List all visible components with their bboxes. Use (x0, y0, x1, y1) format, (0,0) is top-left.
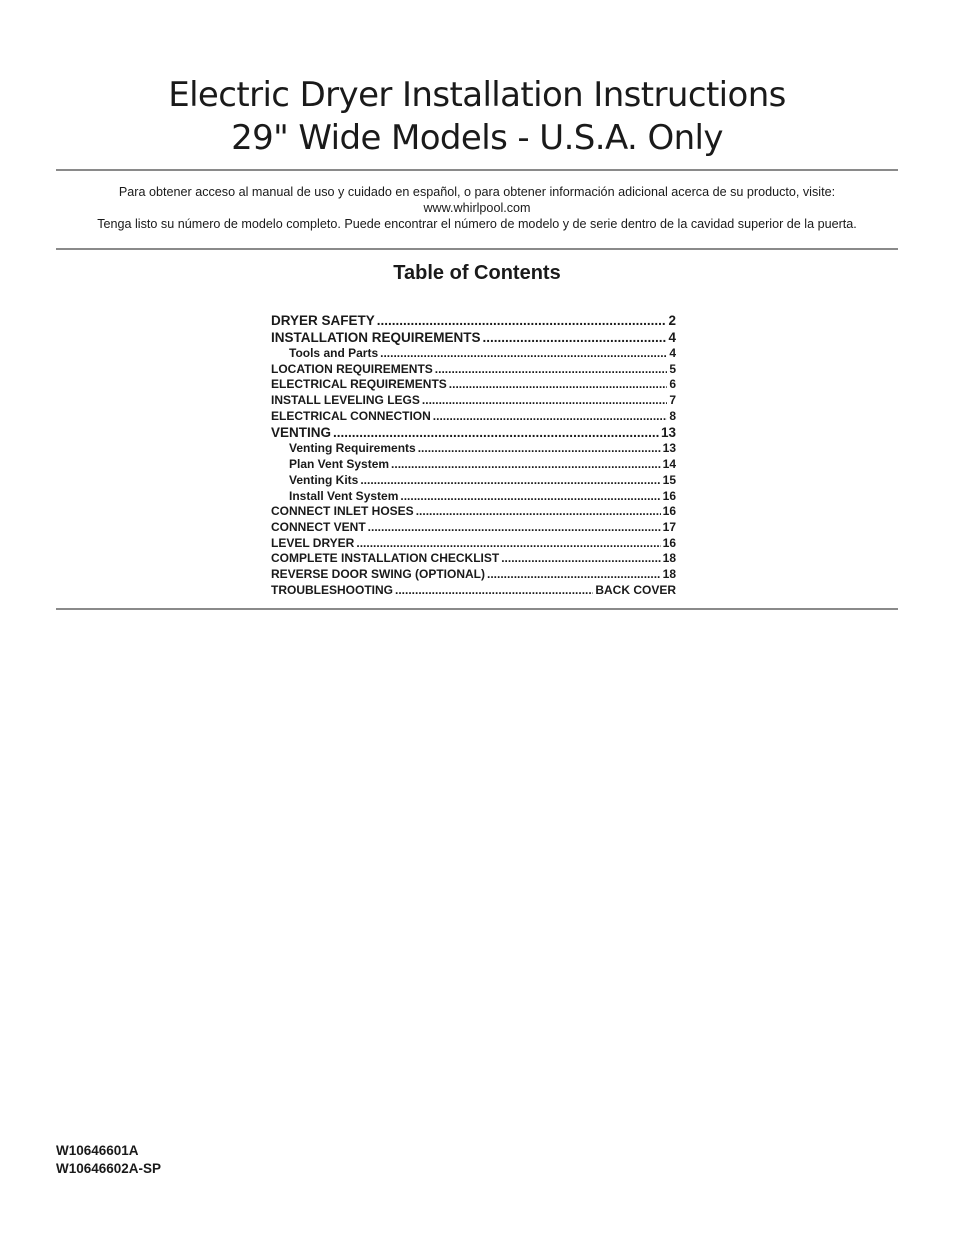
toc-leader (433, 409, 668, 425)
toc-entry (271, 424, 676, 441)
toc-entry-page: 2 (668, 313, 676, 328)
title-line-2: 29" Wide Models - U.S.A. Only (231, 118, 723, 158)
toc-entry (271, 551, 676, 567)
toc-entry (271, 504, 676, 520)
toc-entry-page: 8 (669, 408, 676, 423)
toc-entry-label: INSTALLATION REQUIREMENTS (271, 330, 481, 345)
toc-entry-label: REVERSE DOOR SWING (OPTIONAL) (271, 566, 486, 581)
toc-entry (271, 312, 676, 329)
toc-entry-page: 18 (662, 551, 676, 566)
toc-entry (271, 362, 676, 378)
part-number-spanish: W10646602A-SP (56, 1161, 162, 1176)
toc-entry-label: ELECTRICAL CONNECTION (271, 408, 431, 423)
toc-entry (271, 520, 676, 536)
toc-entry-page: 13 (660, 425, 676, 441)
divider-top (56, 169, 898, 171)
toc-subentry (271, 489, 676, 505)
toc-entry-label: Install Vent System (289, 488, 399, 503)
intro-line-3: Tenga listo su número de modelo completo. Puede encontrar el número de modelo y de serie dentro de la cavidad superior de la puerta. (97, 217, 857, 231)
toc-entry-label: Tools and Parts (289, 346, 379, 360)
toc-entry-page: 16 (662, 535, 676, 550)
part-number: W10646601A (56, 1143, 139, 1158)
toc-subentry (271, 457, 676, 473)
toc-leader (391, 457, 661, 473)
toc-entry-page: BACK COVER (595, 582, 676, 597)
toc-entry-label: Plan Vent System (289, 457, 390, 472)
toc-entry-label: ELECTRICAL REQUIREMENTS (271, 377, 447, 392)
toc-leader (422, 393, 667, 409)
part-numbers (56, 1142, 161, 1178)
toc-entry-page: 18 (662, 566, 676, 581)
toc-subentry (271, 346, 676, 362)
toc-entry-page: 17 (662, 519, 676, 534)
toc-entry (271, 409, 676, 425)
toc-entry-page: 16 (662, 488, 676, 503)
toc-leader (380, 346, 667, 362)
toc-entry-label: Venting Kits (289, 472, 359, 487)
toc-leader (360, 473, 660, 489)
toc-entry-label: DRYER SAFETY (271, 313, 375, 328)
toc-entry (271, 567, 676, 583)
toc-leader (368, 520, 661, 536)
toc-leader (487, 567, 661, 583)
toc-entry-page: 14 (662, 457, 676, 472)
toc-entry-label: VENTING (271, 425, 332, 441)
toc-entry-label: CONNECT INLET HOSES (271, 504, 414, 519)
toc-leader (333, 424, 659, 441)
toc-entry (271, 536, 676, 552)
toc-leader (501, 551, 660, 567)
intro-website: www.whirlpool.com (423, 201, 531, 215)
toc-subentry (271, 473, 676, 489)
toc-entry-page: 6 (669, 377, 676, 392)
toc-leader (483, 329, 667, 346)
toc-leader (416, 504, 661, 520)
divider-bottom (56, 608, 898, 610)
toc-leader (435, 362, 668, 378)
toc-entry-page: 7 (669, 393, 676, 408)
toc-entry-page: 13 (662, 441, 676, 456)
toc-entry-label: CONNECT VENT (271, 519, 366, 534)
toc-leader (377, 312, 667, 329)
toc-entry-label: LOCATION REQUIREMENTS (271, 361, 433, 376)
document-title (0, 74, 954, 160)
toc-entry (271, 583, 676, 599)
intro-text (40, 184, 914, 232)
toc-entry (271, 377, 676, 393)
divider-middle (56, 248, 898, 250)
title-line-1: Electric Dryer Installation Instructions (168, 75, 786, 115)
toc-entry-label: TROUBLESHOOTING (271, 582, 393, 597)
toc-entry-label: INSTALL LEVELING LEGS (271, 393, 420, 408)
toc-heading: Table of Contents (393, 262, 561, 284)
toc-leader (418, 441, 661, 457)
toc-leader (449, 377, 668, 393)
toc-leader (400, 489, 660, 505)
toc-entry-page: 4 (668, 330, 676, 345)
toc-entry (271, 329, 676, 346)
toc-entry-page: 5 (669, 361, 676, 376)
table-of-contents (271, 312, 676, 598)
toc-leader (395, 583, 593, 599)
intro-line-1: Para obtener acceso al manual de uso y cuidado en español, o para obtener información adicional acerca de su producto, visite: (118, 185, 836, 199)
toc-entry-page: 16 (662, 504, 676, 519)
toc-entry-page: 4 (669, 346, 676, 360)
toc-entry-label: Venting Requirements (289, 441, 416, 456)
toc-entry-label: LEVEL DRYER (271, 535, 355, 550)
toc-subentry (271, 441, 676, 457)
toc-entry-page: 15 (662, 472, 676, 487)
toc-entry-label: COMPLETE INSTALLATION CHECKLIST (271, 551, 500, 566)
toc-entry (271, 393, 676, 409)
toc-leader (356, 536, 660, 552)
